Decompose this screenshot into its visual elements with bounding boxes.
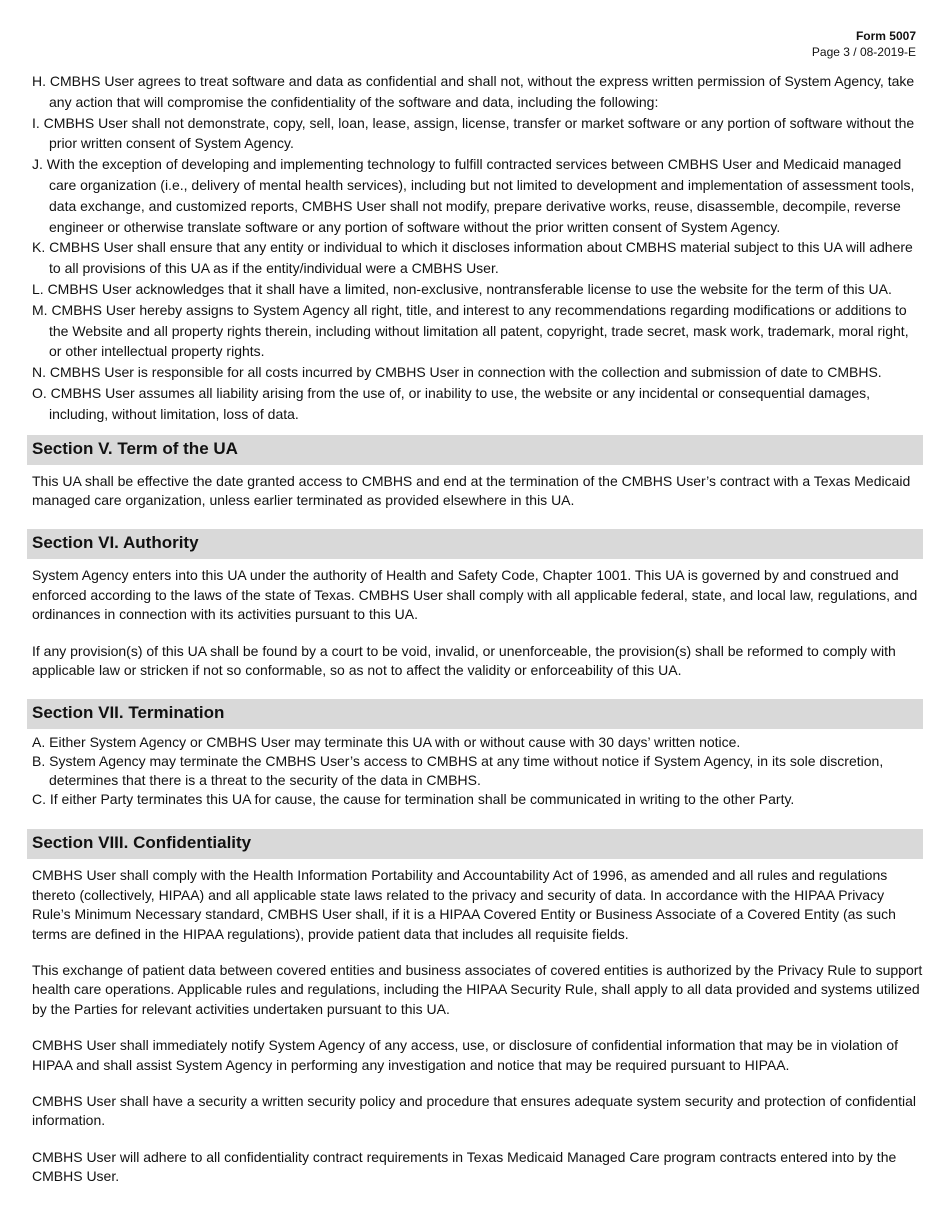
section-viii-paragraph-1: CMBHS User shall comply with the Health Information Portability and Accountability Act of 1996, as amended and all rules and regulations thereto (collectively, HIPAA) and all applicable state laws related to the privacy and security of data. In accordance with the HIPAA Privacy Rule’s Minimum Necessary standard, CMBHS User shall, if it is a HIPAA Covered Entity or Business Associate of a Covered Entity (as such terms are defined in the HIPAA regulations), provide patient data that includes all requisite fields. — [32, 867, 896, 942]
page-info: Page 3 / 08-2019-E — [811, 45, 916, 59]
section-viii-paragraph-4: CMBHS User shall have a security a written security policy and procedure that ensures adequate system security and protection of confidential information. — [32, 1093, 916, 1129]
provision-list — [32, 71, 923, 425]
termination-list — [32, 733, 923, 809]
section-viii-paragraph-2: This exchange of patient data between covered entities and business associates of covered entities is authorized by the Privacy Rule to support health care operations. Applicable rules and regulations, including the HIPAA Security Rule, shall apply to all data provided and systems utilized by the Parties for relevant activities undertaken pursuant to this UA. — [32, 962, 923, 1017]
provision-item-j: J. With the exception of developing and implementing technology to fulfill contracted services between CMBHS User and Medicaid managed care organization (i.e., delivery of mental health services), including but not limited to development and implementation of assessment tools, data exchange, and customized reports, CMBHS User shall not modify, prepare derivative works, reuse, disassemble, decompile, reverse engineer or otherwise translate software or any portion of software without the prior written consent of System Agency. — [32, 156, 915, 235]
section-vii-heading: Section VII. Termination — [27, 699, 923, 729]
section-viii-heading: Section VIII. Confidentiality — [27, 829, 923, 859]
section-vi-paragraph-1: System Agency enters into this UA under the authority of Health and Safety Code, Chapter 1001. This UA is governed by and construed and enforced according to the laws of the state of Texas. CMBHS User shall comply with all applicable federal, state, and local law, regulations, and ordinances in connection with its activities pursuant to this UA. — [32, 567, 918, 623]
section-v-paragraph: This UA shall be effective the date granted access to CMBHS and end at the termination of the CMBHS User’s contract with a Texas Medicaid managed care organization, unless earlier terminated as provided elsewhere in this UA. — [32, 472, 911, 508]
provision-item-m: M. CMBHS User hereby assigns to System Agency all right, title, and interest to any recommendations regarding modifications or additions to the Website and all property rights therein, including without limitation all patent, copyright, trade secret, mask work, trademark, moral right, or other intellectual property rights. — [32, 301, 909, 360]
provision-item-h: H. CMBHS User agrees to treat software and data as confidential and shall not, without the express written permission of System Agency, take any action that will compromise the confidentiality of the software and data, including the following: — [32, 73, 915, 110]
provision-item-l: L. CMBHS User acknowledges that it shall have a limited, non-exclusive, nontransferable license to use the website for the term of this UA. — [32, 280, 892, 297]
section-vi-paragraph-2: If any provision(s) of this UA shall be found by a court to be void, invalid, or unenforceable, the provision(s) shall be reformed to comply with applicable law or stricken if not so conformable, so as not to affect the validity or enforceability of this UA. — [32, 642, 896, 678]
section-viii-paragraph-3: CMBHS User shall immediately notify System Agency of any access, use, or disclosure of confidential information that may be in violation of HIPAA and shall assist System Agency in performing any investigation and notice that may be required pursuant to HIPAA. — [32, 1037, 899, 1073]
provision-item-n: N. CMBHS User is responsible for all costs incurred by CMBHS User in connection with the collection and submission of date to CMBHS. — [32, 364, 882, 381]
section-viii-paragraph-5: CMBHS User will adhere to all confidentiality contract requirements in Texas Medicaid Managed Care program contracts entered into by the CMBHS User. — [32, 1148, 897, 1185]
termination-item-b: B. System Agency may terminate the CMBHS User’s access to CMBHS at any time without notice if System Agency, in its sole discretion, determines that there is a threat to the security of the data in CMBHS. — [32, 753, 884, 789]
section-vi-heading: Section VI. Authority — [27, 529, 923, 559]
provision-item-i: I. CMBHS User shall not demonstrate, copy, sell, loan, lease, assign, license, transfer or market software or any portion of software without the prior written consent of System Agency. — [32, 114, 915, 152]
section-v-heading: Section V. Term of the UA — [27, 435, 923, 465]
provision-item-o: O. CMBHS User assumes all liability arising from the use of, or inability to use, the website or any incidental or consequential damages, including, without limitation, loss of data. — [32, 384, 871, 422]
page-header — [812, 28, 916, 60]
termination-item-c: C. If either Party terminates this UA for cause, the cause for termination shall be communicated in writing to the other Party. — [32, 791, 795, 808]
form-number: Form 5007 — [855, 29, 916, 43]
document-body — [32, 71, 923, 1187]
provision-item-k: K. CMBHS User shall ensure that any entity or individual to which it discloses information about CMBHS material subject to this UA will adhere to all provisions of this UA as if the entity/individual were a CMBHS User. — [32, 239, 913, 277]
termination-item-a: A. Either System Agency or CMBHS User may terminate this UA with or without cause with 30 days’ written notice. — [32, 734, 741, 751]
